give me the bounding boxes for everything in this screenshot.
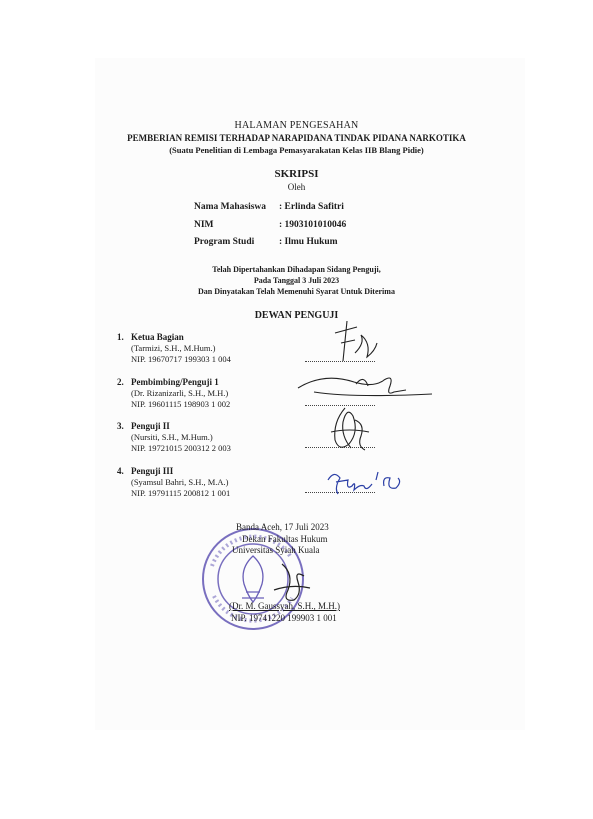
- student-nim-label: NIM: [194, 220, 214, 230]
- examiner-1-number: 1.: [117, 332, 124, 342]
- examiner-2-role: Pembimbing/Penguji 1: [131, 377, 219, 387]
- statement-line-2: Pada Tanggal 3 Juli 2023: [253, 276, 340, 285]
- dean-name: (Dr. M. Gaussyah, S.H., M.H.): [229, 601, 340, 611]
- signature-examiner-3: [325, 402, 375, 457]
- signature-dean: [268, 560, 316, 606]
- examiner-3-number: 3.: [117, 421, 124, 431]
- examiner-3-role: Penguji II: [131, 421, 170, 431]
- thesis-subtitle: (Suatu Penelitian di Lembaga Pemasyarakatan Kelas IIB Blang Pidie): [169, 145, 424, 155]
- dean-nip: NIP. 19741220 199903 1 001: [231, 613, 337, 623]
- examiner-4-number: 4.: [117, 466, 124, 476]
- signature-examiner-2: [294, 368, 434, 406]
- examiner-3-name: (Nursiti, S.H., M.Hum.): [131, 432, 213, 442]
- signature-examiner-4: [324, 462, 404, 498]
- board-heading: DEWAN PENGUJI: [254, 310, 339, 321]
- examiner-4-role: Penguji III: [131, 466, 174, 476]
- page-heading: HALAMAN PENGESAHAN: [234, 120, 359, 131]
- student-program-value: : Ilmu Hukum: [279, 237, 338, 247]
- signature-examiner-1: [325, 313, 385, 368]
- examiner-2-number: 2.: [117, 377, 124, 387]
- thesis-title: PEMBERIAN REMISI TERHADAP NARAPIDANA TINDAK PIDANA NARKOTIKA: [127, 133, 466, 143]
- examiner-1-nip: NIP. 19670717 199303 1 004: [131, 354, 231, 364]
- examiner-3-nip: NIP. 19721015 200312 2 003: [131, 443, 231, 453]
- university-name: Universitas Syiah Kuala: [232, 545, 320, 555]
- examiner-2-nip: NIP. 19601115 198903 1 002: [131, 399, 231, 409]
- examiner-1-name: (Tarmizi, S.H., M.Hum.): [131, 343, 216, 353]
- student-nim-value: : 1903101010046: [279, 220, 347, 230]
- statement-line-1: Telah Dipertahankan Dihadapan Sidang Penguji,: [212, 265, 381, 274]
- place-date: Banda Aceh, 17 Juli 2023: [236, 522, 329, 532]
- by-label: Oleh: [287, 182, 306, 192]
- student-program-label: Program Studi: [194, 237, 255, 247]
- student-name-label: Nama Mahasiswa: [194, 202, 267, 212]
- examiner-2-name: (Dr. Rizanizarli, S.H., M.H.): [131, 388, 229, 398]
- statement-line-3: Dan Dinyatakan Telah Memenuhi Syarat Untuk Diterima: [198, 287, 395, 296]
- dean-position: Dekan Fakultas Hukum: [242, 534, 328, 544]
- doc-type: SKRIPSI: [274, 168, 319, 180]
- student-name-value: : Erlinda Safitri: [279, 202, 344, 212]
- examiner-4-name: (Syamsul Bahri, S.H., M.A.): [131, 477, 229, 487]
- examiner-1-role: Ketua Bagian: [131, 332, 184, 342]
- examiner-4-nip: NIP. 19791115 200812 1 001: [131, 488, 231, 498]
